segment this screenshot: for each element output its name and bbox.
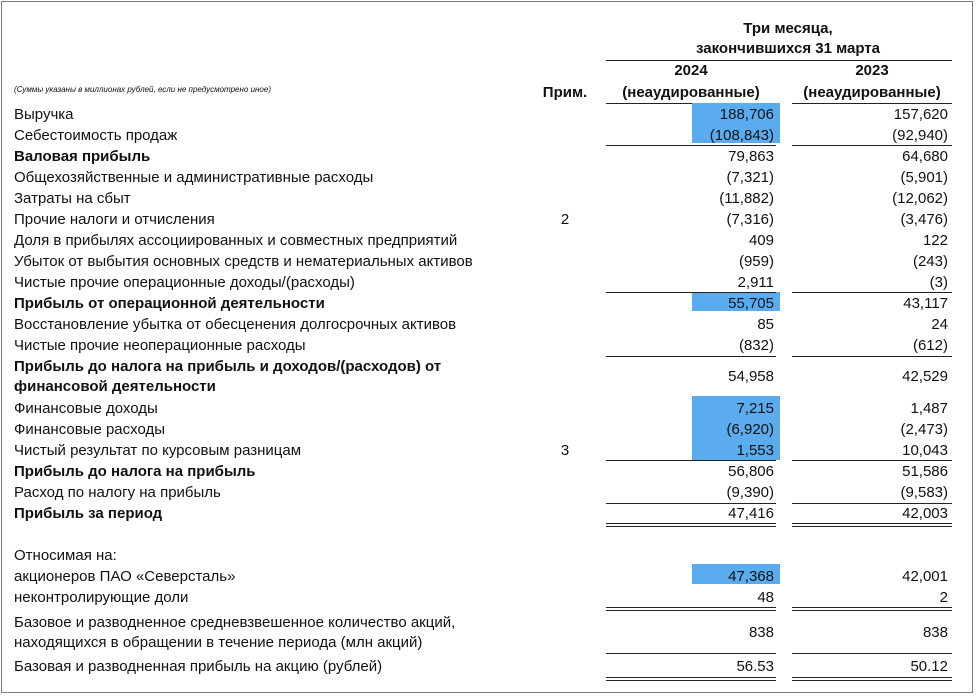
subtotal-rule (792, 503, 952, 504)
value-2023: (5,901) (900, 169, 948, 186)
value-2023: 1,487 (910, 400, 948, 417)
income-statement (1, 1, 973, 693)
subtotal-rule (792, 292, 952, 293)
note-ref: 3 (560, 442, 570, 459)
value-2024: (959) (738, 253, 774, 270)
value-2023: (612) (912, 337, 948, 354)
value-2023: (12,062) (892, 190, 948, 207)
value-2023: 10,043 (902, 442, 948, 459)
value-2024: (6,920) (726, 421, 774, 438)
subtotal-rule (606, 460, 776, 461)
row-label: Чистые прочие операционные доходы/(расходы) (14, 274, 355, 291)
value-2023: 122 (922, 232, 948, 249)
row-label: Валовая прибыль (14, 148, 151, 165)
value-2023: (3,476) (900, 211, 948, 228)
rule-2023-header (792, 103, 952, 104)
row-label: Чистый результат по курсовым разницам (14, 442, 302, 459)
row-label: Финансовые доходы (14, 400, 158, 417)
total-double-rule (606, 607, 776, 611)
header-rule (606, 60, 952, 61)
total-double-rule (606, 677, 776, 681)
note-column-header: Прим. (542, 84, 588, 101)
value-2023: (92,940) (892, 127, 948, 144)
value-2024: 55,705 (728, 295, 774, 312)
value-2024: (7,316) (726, 211, 774, 228)
value-2024: 7,215 (736, 400, 774, 417)
value-2024: 47,368 (728, 568, 774, 585)
unaudited-2024: (неаудированные) (622, 84, 760, 101)
subtotal-rule (792, 460, 952, 461)
unaudited-2023: (неаудированные) (803, 84, 941, 101)
period-header-line2: закончившихся 31 марта (696, 40, 880, 57)
row-label: Себестоимость продаж (14, 127, 178, 144)
value-2024: (108,843) (709, 127, 774, 144)
row-label: акционеров ПАО «Северсталь» (14, 568, 236, 585)
year-2024: 2024 (674, 62, 708, 79)
value-2024: 409 (748, 232, 774, 249)
row-label: Общехозяйственные и административные расходы (14, 169, 374, 186)
row-label: Прочие налоги и отчисления (14, 211, 215, 228)
value-2023: 42,003 (902, 505, 948, 522)
row-label: Затраты на сбыт (14, 190, 131, 207)
value-2023: 50.12 (910, 658, 948, 675)
row-label: Базовая и разводненная прибыль на акцию (рублей) (14, 658, 383, 675)
row-label-continued: финансовой деятельности (14, 378, 216, 395)
row-label: Прибыль за период (14, 505, 163, 522)
row-label: Прибыль до налога на прибыль (14, 463, 256, 480)
value-2023: 838 (922, 624, 948, 641)
value-2024: (9,390) (726, 484, 774, 501)
row-label: Доля в прибылях ассоциированных и совместных предприятий (14, 232, 458, 249)
row-label: неконтролирующие доли (14, 589, 189, 606)
subtotal-rule (792, 356, 952, 357)
row-label: Финансовые расходы (14, 421, 166, 438)
value-2023: (9,583) (900, 484, 948, 501)
row-label: Чистые прочие неоперационные расходы (14, 337, 306, 354)
value-2024: 838 (748, 624, 774, 641)
value-2024: (7,321) (726, 169, 774, 186)
value-2023: 24 (931, 316, 948, 333)
value-2023: 42,529 (902, 368, 948, 385)
row-label: Расход по налогу на прибыль (14, 484, 221, 501)
value-2024: 85 (757, 316, 774, 333)
row-label: Прибыль от операционной деятельности (14, 295, 325, 312)
value-2024: 56.53 (736, 658, 774, 675)
row-label: Относимая на: (14, 547, 117, 564)
value-2024: 56,806 (728, 463, 774, 480)
value-2023: 42,001 (902, 568, 948, 585)
year-2023: 2023 (855, 62, 889, 79)
value-2023: (2,473) (900, 421, 948, 438)
subtotal-rule (606, 356, 776, 357)
row-label: Убыток от выбытия основных средств и нематериальных активов (14, 253, 473, 270)
subtotal-rule (606, 145, 776, 146)
row-label: Выручка (14, 106, 74, 123)
value-2024: (832) (738, 337, 774, 354)
value-2023: 157,620 (893, 106, 948, 123)
value-2024: 47,416 (728, 505, 774, 522)
value-2024: 54,958 (728, 368, 774, 385)
total-double-rule (792, 607, 952, 611)
value-2024: 48 (757, 589, 774, 606)
subtotal-rule (606, 653, 776, 654)
value-2023: 2 (939, 589, 948, 606)
subtotal-rule (606, 503, 776, 504)
value-2023: (3) (929, 274, 948, 291)
units-note: (Суммы указаны в миллионах рублей, если не предусмотрено иное) (14, 85, 271, 94)
total-double-rule (792, 523, 952, 527)
subtotal-rule (792, 145, 952, 146)
row-label-continued: находящихся в обращении в течение периода (млн акций) (14, 634, 423, 651)
value-2023: 43,117 (903, 295, 948, 312)
value-2023: (243) (912, 253, 948, 270)
note-ref: 2 (560, 211, 570, 228)
total-double-rule (792, 677, 952, 681)
row-label: Базовое и разводненное средневзвешенное количество акций, (14, 614, 456, 631)
value-2024: 79,863 (728, 148, 774, 165)
total-double-rule (606, 523, 776, 527)
row-label: Восстановление убытка от обесценения долгосрочных активов (14, 316, 457, 333)
value-2023: 51,586 (902, 463, 948, 480)
row-label: Прибыль до налога на прибыль и доходов/(расходов) от (14, 358, 442, 375)
subtotal-rule (606, 292, 776, 293)
value-2023: 64,680 (902, 148, 948, 165)
value-2024: (11,882) (719, 190, 774, 207)
period-header-line1: Три месяца, (743, 20, 833, 37)
subtotal-rule (792, 653, 952, 654)
value-2024: 188,706 (719, 106, 774, 123)
value-2024: 2,911 (737, 274, 774, 291)
value-2024: 1,553 (736, 442, 774, 459)
